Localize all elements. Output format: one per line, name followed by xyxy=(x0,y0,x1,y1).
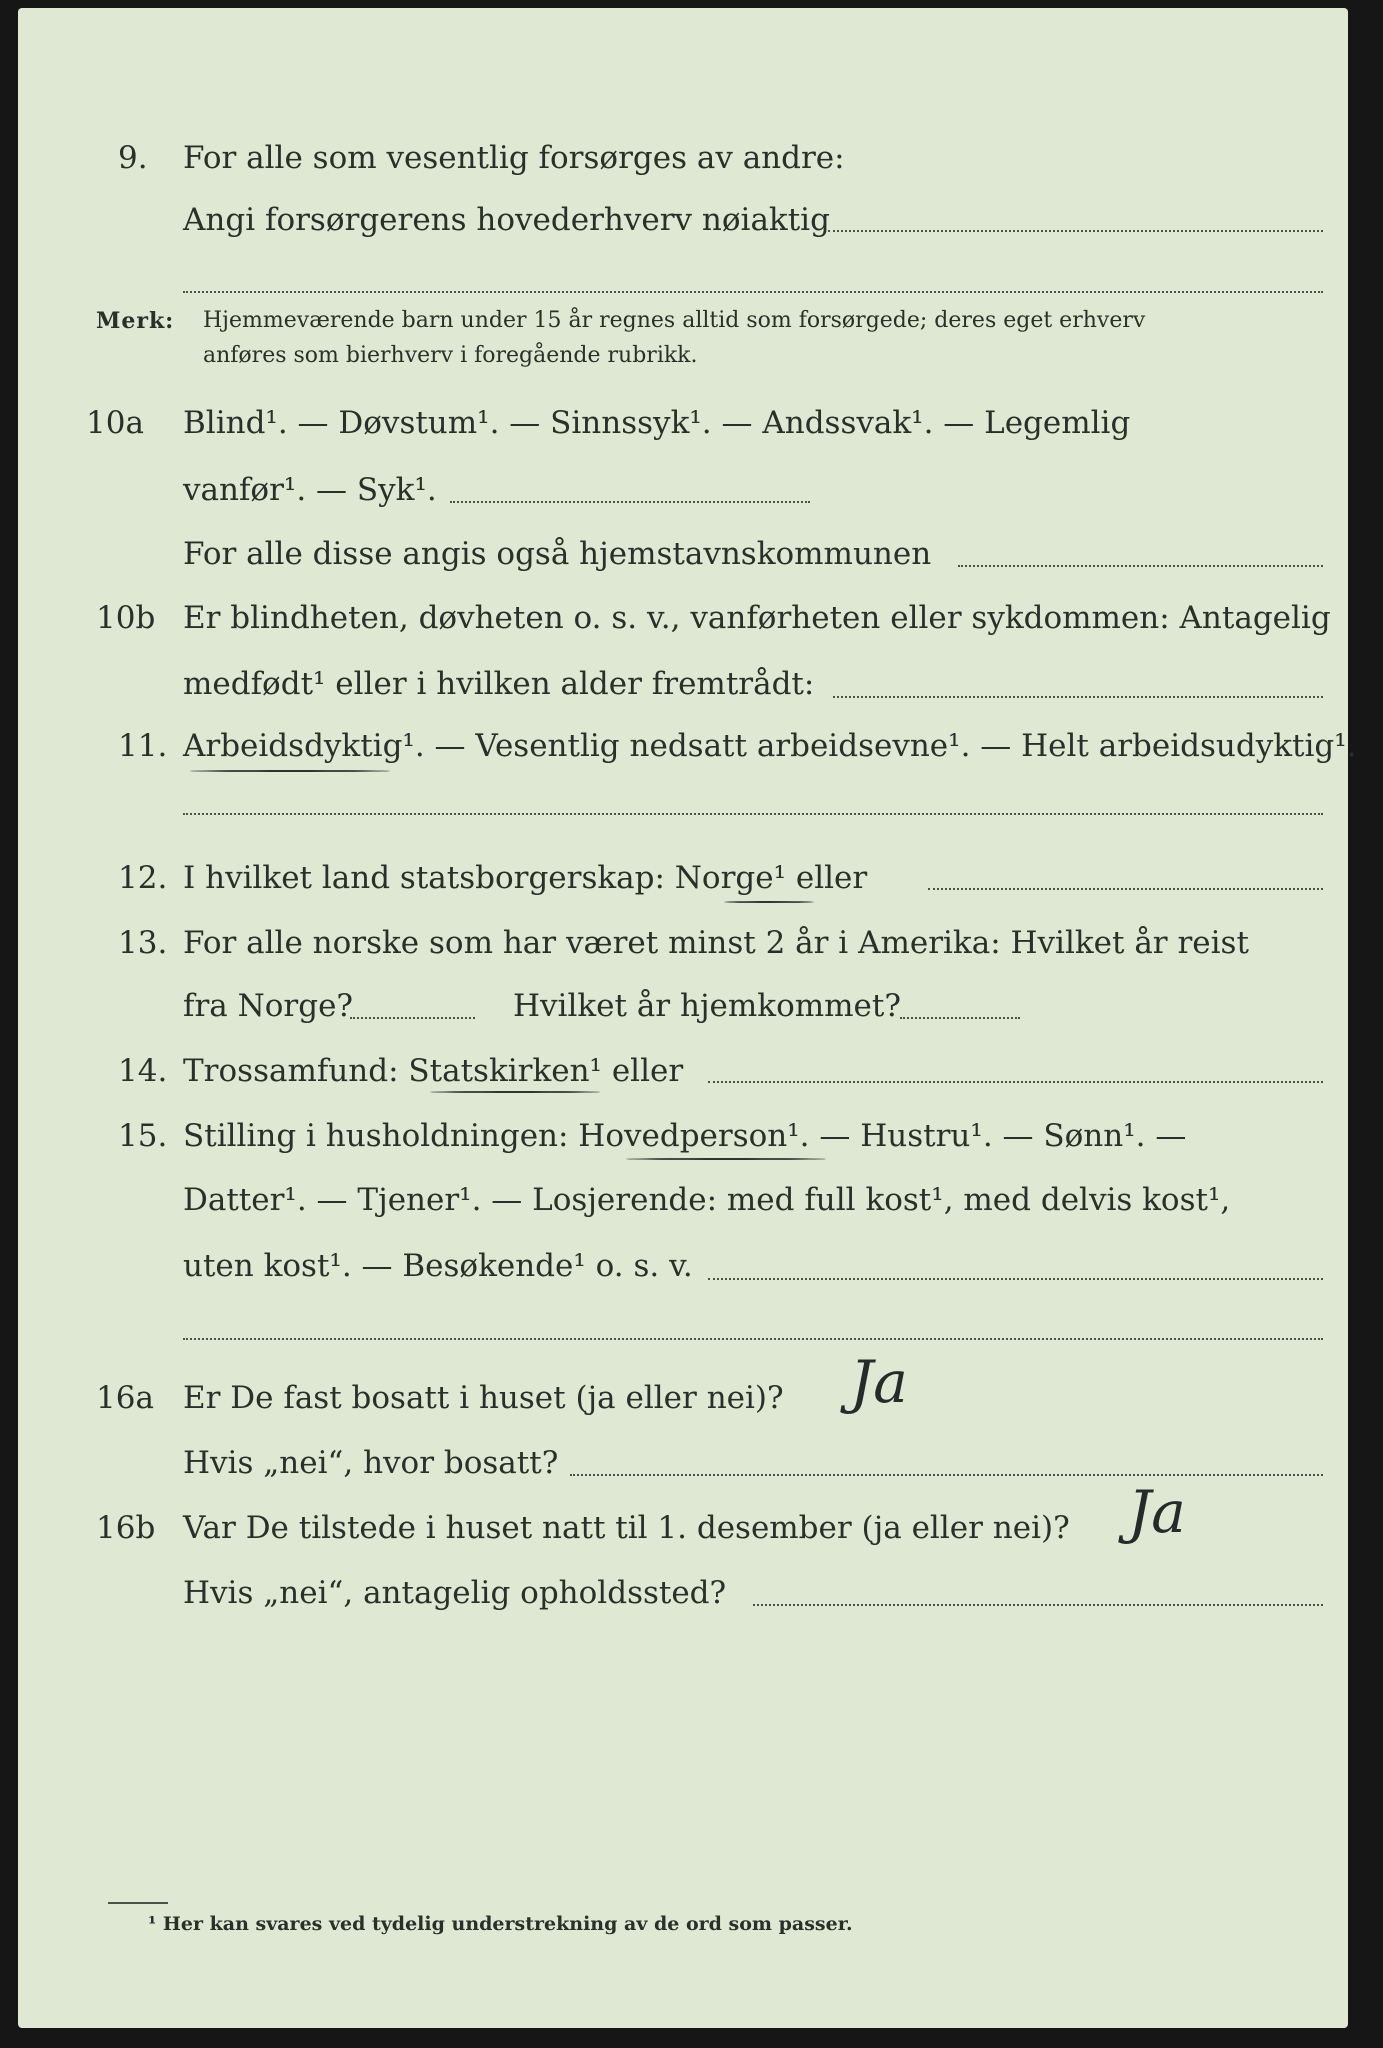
q13-text-2b: Hvilket år hjemkommet? xyxy=(513,988,901,1024)
q10a-text-3: For alle disse angis også hjemstavnskommunen xyxy=(183,536,932,572)
q9-text-2: Angi forsørgerens hovederhverv nøiaktig xyxy=(183,202,830,238)
q11-handwritten-underline xyxy=(190,770,390,772)
q11-number: 11. xyxy=(118,728,168,764)
q9-number: 9. xyxy=(118,140,148,176)
q15-text-3: uten kost¹. — Besøkende¹ o. s. v. xyxy=(183,1248,693,1284)
q15-text-2: Datter¹. — Tjener¹. — Losjerende: med full kost¹, med delvis kost¹, xyxy=(183,1182,1231,1218)
footnote-rule xyxy=(108,1902,168,1904)
q10b-text-2: medfødt¹ eller i hvilken alder fremtrådt: xyxy=(183,666,815,702)
q15-handwritten-underline xyxy=(626,1158,826,1160)
merk-label: Merk: xyxy=(96,308,175,334)
q14-number: 14. xyxy=(118,1053,168,1089)
merk-text-2: anføres som bierhverv i foregående rubrikk. xyxy=(203,343,698,368)
q12-handwritten-underline xyxy=(724,901,814,903)
merk-text-1: Hjemmeværende barn under 15 år regnes alltid som forsørgede; deres eget erhverv xyxy=(203,308,1146,333)
q16a-text-2: Hvis „nei“, hvor bosatt? xyxy=(183,1445,559,1481)
q13-year-returned-line xyxy=(900,1017,1020,1019)
q15-answer-line xyxy=(708,1278,1323,1280)
q9-answer-line xyxy=(828,230,1323,232)
q10b-number: 10b xyxy=(96,600,156,636)
q16a-handwritten-answer: Ja xyxy=(850,1348,908,1416)
q16a-text: Er De fast bosatt i huset (ja eller nei)? xyxy=(183,1380,784,1416)
q16b-text: Var De tilstede i huset natt til 1. desember (ja eller nei)? xyxy=(183,1510,1070,1546)
q11-text: Arbeidsdyktig¹. — Vesentlig nedsatt arbeidsevne¹. — Helt arbeidsudyktig¹. xyxy=(183,728,1357,764)
q16b-text-2: Hvis „nei“, antagelig opholdssted? xyxy=(183,1575,727,1611)
q16b-handwritten-answer: Ja xyxy=(1128,1478,1186,1546)
q10a-answer-line xyxy=(450,501,810,503)
q14-answer-line xyxy=(708,1081,1323,1083)
q10a-text: Blind¹. — Døvstum¹. — Sinnssyk¹. — Andssvak¹. — Legemlig xyxy=(183,405,1131,441)
q16a-number: 16a xyxy=(96,1380,154,1416)
q14-text: Trossamfund: Statskirken¹ eller xyxy=(183,1053,684,1089)
q13-text: For alle norske som har været minst 2 år i Amerika: Hvilket år reist xyxy=(183,925,1249,961)
footnote: ¹ Her kan svares ved tydelig understrekning av de ord som passer. xyxy=(148,1913,853,1935)
q15-number: 15. xyxy=(118,1118,168,1154)
q13-text-2a: fra Norge? xyxy=(183,988,354,1024)
q12-number: 12. xyxy=(118,860,168,896)
q16a-answer-line xyxy=(570,1474,1323,1476)
q10a-answer-line-2 xyxy=(958,565,1323,567)
q14-handwritten-underline xyxy=(430,1091,600,1093)
q16b-answer-line xyxy=(753,1604,1323,1606)
q9-answer-line-2 xyxy=(183,291,1323,293)
q15-text: Stilling i husholdningen: Hovedperson¹. — Hustru¹. — Sønn¹. — xyxy=(183,1118,1187,1154)
q10a-number: 10a xyxy=(86,405,144,441)
q13-year-left-line xyxy=(350,1017,475,1019)
q16b-number: 16b xyxy=(96,1510,156,1546)
q10b-text: Er blindheten, døvheten o. s. v., vanførheten eller sykdommen: Antagelig xyxy=(183,600,1331,636)
q15-answer-line-2 xyxy=(183,1338,1323,1340)
q9-text: For alle som vesentlig forsørges av andre: xyxy=(183,140,845,176)
q13-number: 13. xyxy=(118,925,168,961)
q12-answer-line xyxy=(928,888,1323,890)
q10b-answer-line xyxy=(833,696,1323,698)
q11-answer-line xyxy=(183,813,1323,815)
q12-text: I hvilket land statsborgerskap: Norge¹ eller xyxy=(183,860,868,896)
census-form-page xyxy=(18,8,1357,2028)
q10a-text-2: vanfør¹. — Syk¹. xyxy=(183,472,437,508)
